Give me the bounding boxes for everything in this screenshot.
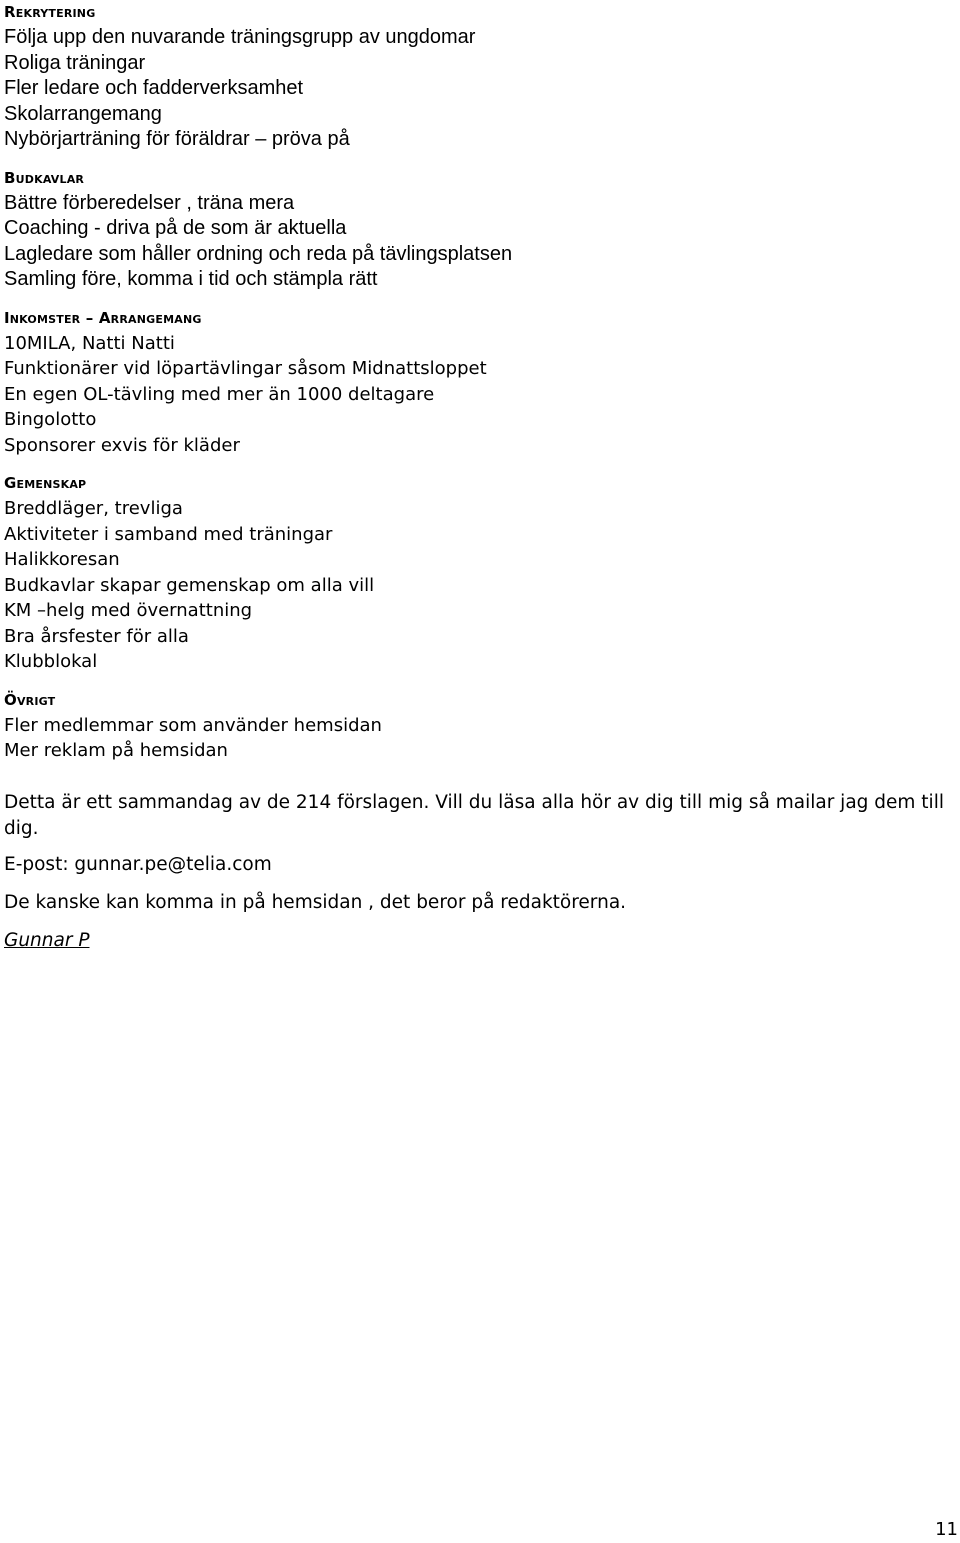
section-heading: Övrigt (4, 690, 56, 709)
list-item: Aktiviteter i samband med träningar (4, 523, 333, 545)
summary-paragraph: Detta är ett sammandag av de 214 förslagen. Vill du läsa alla hör av dig till mig så mailar jag dem till dig. (4, 791, 944, 839)
list-item: 10MILA, Natti Natti (4, 332, 175, 354)
list-item: En egen OL-tävling med mer än 1000 deltagare (4, 383, 435, 405)
list-item: Mer reklam på hemsidan (4, 740, 228, 761)
document-page (4, 0, 954, 954)
homepage-line: De kanske kan komma in på hemsidan , det beror på redaktörerna. (4, 891, 627, 913)
list-item: Bra årsfester för alla (4, 625, 189, 647)
section-heading: Gemenskap (4, 474, 87, 492)
list-item: Nybörjarträning för föräldrar – pröva på (4, 128, 350, 150)
list-item: Budkavlar skapar gemenskap om alla vill (4, 574, 375, 596)
list-item: Bingolotto (4, 409, 97, 430)
list-item: Samling före, komma i tid och stämpla rätt (4, 268, 378, 290)
section-rekrytering (4, 0, 954, 153)
section-gemenskap (4, 471, 954, 675)
section-budkavlar (4, 166, 954, 293)
list-item: Skolarrangemang (4, 102, 162, 125)
list-item: Funktionärer vid löpartävlingar såsom Midnattsloppet (4, 358, 487, 379)
section-inkomster (4, 306, 954, 459)
list-item: KM –helg med övernattning (4, 600, 253, 621)
list-item: Sponsorer exvis för kläder (4, 434, 240, 456)
list-item: Coaching - driva på de som är aktuella (4, 217, 347, 239)
email-line: E-post: gunnar.pe@telia.com (4, 853, 272, 875)
list-item: Halikkoresan (4, 549, 120, 570)
signature: Gunnar P (4, 929, 90, 951)
list-item: Roliga träningar (4, 51, 146, 74)
section-heading: Rekrytering (4, 3, 96, 21)
section-heading: Budkavlar (4, 168, 85, 187)
list-item: Fler ledare och fadderverksamhet (4, 77, 304, 99)
list-item: Fler medlemmar som använder hemsidan (4, 714, 382, 736)
list-item: Lagledare som håller ordning och reda på tävlingsplatsen (4, 242, 513, 265)
page-number: 11 (935, 1519, 958, 1540)
list-item: Breddläger, trevliga (4, 498, 183, 519)
section-heading: Inkomster – Arrangemang (4, 308, 202, 327)
list-item: Följa upp den nuvarande träningsgrupp av ungdomar (4, 26, 476, 48)
section-ovrigt (4, 688, 954, 764)
list-item: Bättre förberedelser , träna mera (4, 191, 295, 214)
list-item: Klubblokal (4, 651, 98, 672)
